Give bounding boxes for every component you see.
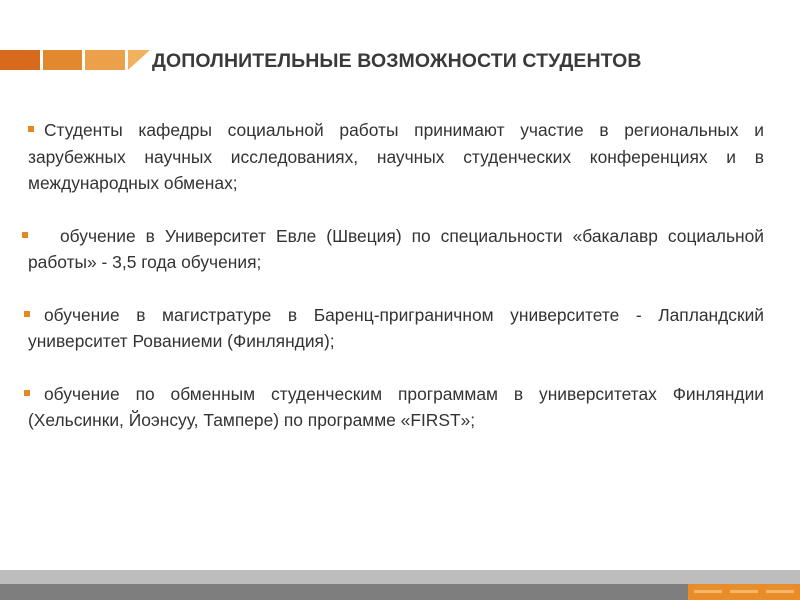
bullet-text: обучение в магистратуре в Баренц-приграничном университете - Лапландский университет Рованиеми (Финляндия); xyxy=(28,304,764,351)
footer-light-bar xyxy=(0,570,800,584)
footer-dash xyxy=(694,590,722,593)
bullet-list xyxy=(28,117,764,460)
bullet-marker-icon xyxy=(24,311,30,317)
footer-dark-bar xyxy=(0,584,800,600)
bullet-item xyxy=(28,223,764,276)
stripe-block xyxy=(43,50,83,70)
header-decorative-stripe xyxy=(0,50,150,70)
bullet-text: обучение по обменным студенческим программам в университетах Финляндии (Хельсинки, Йоэнсуу, Тампере) по программе «FIRST»; xyxy=(28,383,764,430)
bullet-item xyxy=(28,117,764,197)
bullet-text: Студенты кафедры социальной работы принимают участие в региональных и зарубежных научных исследованиях, научных студенческих конференциях и в международных обменах; xyxy=(28,120,764,193)
bullet-marker-icon xyxy=(24,390,30,396)
slide-title: ДОПОЛНИТЕЛЬНЫЕ ВОЗМОЖНОСТИ СТУДЕНТОВ xyxy=(152,50,642,72)
bullet-item xyxy=(28,302,764,355)
stripe-tail xyxy=(128,50,150,70)
bullet-marker-icon xyxy=(28,126,34,132)
footer-dash xyxy=(730,590,758,593)
bullet-item xyxy=(28,381,764,434)
stripe-block xyxy=(0,50,40,70)
stripe-block xyxy=(85,50,125,70)
bullet-text: обучение в Университет Евле (Швеция) по специальности «бакалавр социальной работы» - 3,5 года обучения; xyxy=(28,225,764,272)
bullet-marker-icon xyxy=(22,232,28,238)
footer-dash xyxy=(766,590,794,593)
footer-bar xyxy=(0,570,800,600)
